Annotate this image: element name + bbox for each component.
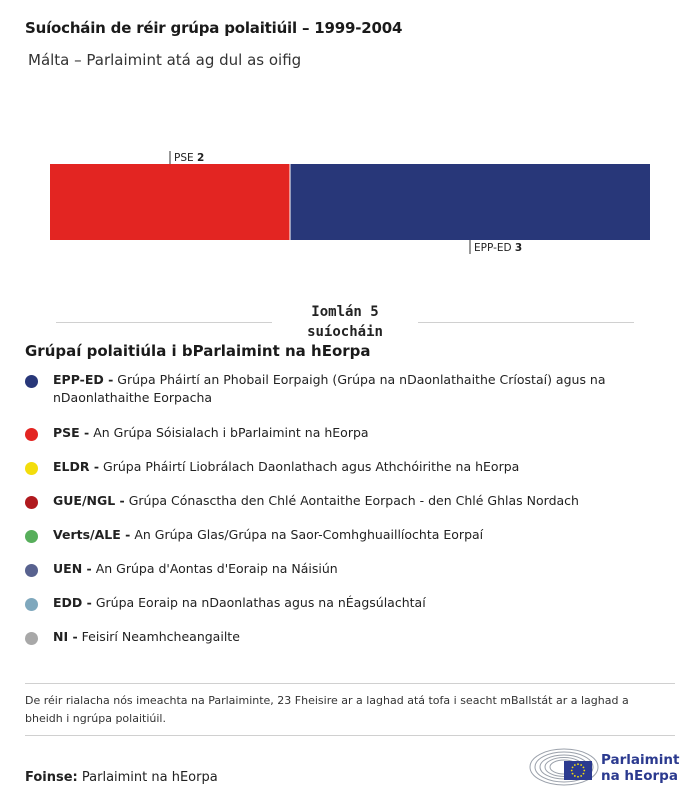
total-line-1: Iomlán 5 bbox=[311, 304, 379, 320]
total-line-2: suíocháin bbox=[307, 324, 383, 340]
bar-segment-pse bbox=[50, 164, 290, 240]
legend-dot-icon bbox=[25, 632, 38, 645]
legend-title: Grúpaí polaitiúla i bParlaimint na hEorpa bbox=[25, 342, 371, 360]
legend-dot-icon bbox=[25, 530, 38, 543]
legend-description: Grúpa Pháirtí Liobrálach Daonlathach agus Athchóirithe na hEorpa bbox=[103, 459, 520, 474]
legend-dot-icon bbox=[25, 598, 38, 611]
legend-dot-icon bbox=[25, 496, 38, 509]
legend-text bbox=[53, 424, 633, 442]
note-divider-bottom bbox=[25, 735, 675, 736]
logo-line-1: Parlaimint bbox=[601, 752, 680, 768]
legend-abbr: EPP-ED - bbox=[53, 372, 114, 387]
legend-description: An Grúpa d'Aontas d'Eoraip na Náisiún bbox=[95, 561, 338, 576]
legend-abbr: ELDR - bbox=[53, 459, 100, 474]
legend-text bbox=[53, 628, 633, 646]
legend-abbr: UEN - bbox=[53, 561, 92, 576]
legend-description: Grúpa Pháirtí an Phobail Eorpaigh (Grúpa na nDaonlathaithe Críostaí) agus na nDaonlathaithe Eorpacha bbox=[53, 372, 606, 405]
total-seats bbox=[272, 302, 418, 342]
legend-abbr: PSE - bbox=[53, 425, 90, 440]
source bbox=[25, 770, 218, 785]
legend-abbr: GUE/NGL - bbox=[53, 493, 125, 508]
legend-abbr: EDD - bbox=[53, 595, 92, 610]
legend-text bbox=[53, 492, 633, 510]
legend-description: An Grúpa Glas/Grúpa na Saor-Comhghuaillíochta Eorpaí bbox=[134, 527, 484, 542]
note-divider-top bbox=[25, 683, 675, 684]
legend-description: Grúpa Cónasctha den Chlé Aontaithe Eorpach - den Chlé Ghlas Nordach bbox=[128, 493, 579, 508]
legend-description: Grúpa Eoraip na nDaonlathas agus na nÉagsúlachtaí bbox=[95, 595, 426, 610]
legend-abbr: Verts/ALE - bbox=[53, 527, 131, 542]
bar-data-label: EPP-ED 3 bbox=[474, 242, 523, 254]
footnote: De réir rialacha nós imeachta na Parlaiminte, 23 Fheisire ar a laghad atá tofa i seacht mBallstát ar a laghad a bheidh i ngrúpa polaitiúil. bbox=[25, 694, 629, 725]
total-divider-right bbox=[418, 322, 634, 323]
total-divider-left bbox=[56, 322, 272, 323]
legend-text bbox=[53, 560, 633, 578]
logo-text bbox=[601, 752, 679, 784]
legend-dot-icon bbox=[25, 564, 38, 577]
bar-data-label: PSE 2 bbox=[174, 152, 205, 164]
source-label: Foinse: bbox=[25, 770, 78, 785]
bar-segment-epp-ed bbox=[290, 164, 650, 240]
legend-description: Feisirí Neamhcheangailte bbox=[81, 629, 240, 644]
legend-description: An Grúpa Sóisialach i bParlaimint na hEorpa bbox=[93, 425, 369, 440]
chart-title: Suíocháin de réir grúpa polaitiúil – 1999-2004 bbox=[25, 19, 403, 37]
seat-bar-chart bbox=[0, 0, 700, 300]
legend-dot-icon bbox=[25, 375, 38, 388]
legend-text bbox=[53, 458, 633, 476]
legend-text bbox=[53, 594, 633, 612]
legend-text bbox=[53, 371, 633, 407]
legend-dot-icon bbox=[25, 428, 38, 441]
chart-subtitle: Málta – Parlaimint atá ag dul as oifig bbox=[28, 51, 302, 69]
legend-abbr: NI - bbox=[53, 629, 78, 644]
legend-text bbox=[53, 526, 633, 544]
legend-dot-icon bbox=[25, 462, 38, 475]
source-text: Parlaimint na hEorpa bbox=[81, 770, 218, 785]
logo-line-2: na hEorpa bbox=[601, 768, 678, 784]
